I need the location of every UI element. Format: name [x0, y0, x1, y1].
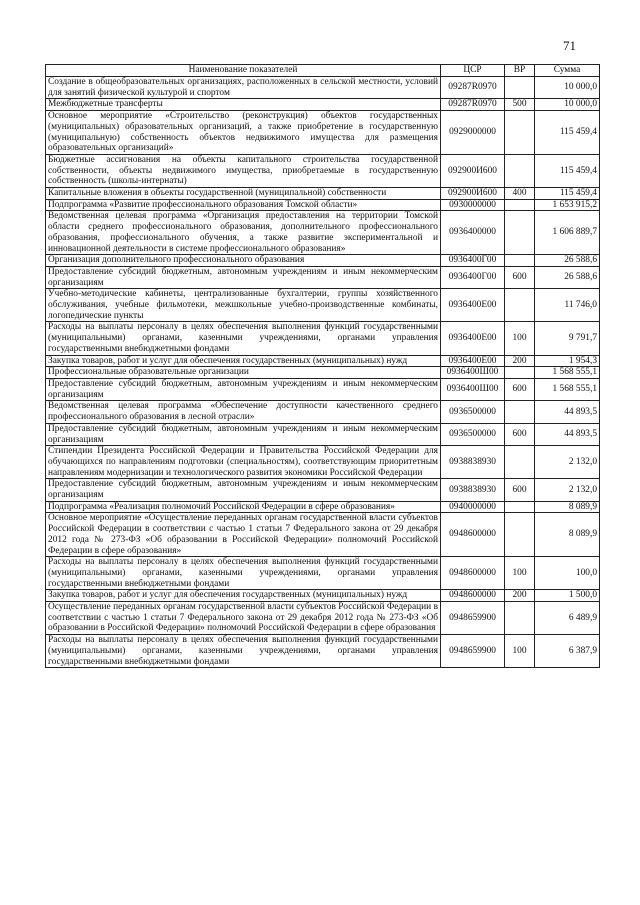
table-row [46, 99, 600, 111]
row-sum-cell: 10 000,0 [535, 99, 600, 111]
page-number: 71 [563, 38, 576, 53]
table-row [46, 322, 600, 355]
table-row [46, 255, 600, 267]
row-sum-cell: 6 489,9 [535, 602, 600, 635]
table-row [46, 501, 600, 513]
row-name-cell: Осуществление переданных органам государственной власти субъектов Российской Федерации в соответствии с частью 1 статьи 7 Федерального закона от 29 декабря 2012 года № 273-ФЗ «Об образовании в Российской Федерации» полномочий Российской Федерации в сфере образования [46, 602, 441, 635]
row-vr-cell [505, 289, 535, 322]
row-sum-cell: 8 089,9 [535, 513, 600, 557]
row-sum-cell: 115 459,4 [535, 111, 600, 155]
row-vr-cell: 100 [505, 635, 535, 668]
header-name: Наименование показателей [46, 65, 441, 77]
row-vr-cell: 600 [505, 266, 535, 288]
row-sum-cell: 6 387,9 [535, 635, 600, 668]
row-code-cell: 0938838930 [441, 479, 505, 501]
row-name-cell: Основное мероприятие «Осуществление переданных органам государственной власти субъектов Российской Федерации в соответствии с частью 1 статьи 7 Федерального закона от 29 декабря 2012 года № 273-ФЗ «Об образовании в Российской Федерации» полномочий Российской Федерации в сфере образования» [46, 513, 441, 557]
row-code-cell: 0936400Г00 [441, 255, 505, 267]
row-vr-cell: 400 [505, 188, 535, 200]
table-row [46, 423, 600, 445]
row-name-cell: Предоставление субсидий бюджетным, автономным учреждениям и иным некоммерческим организациям [46, 479, 441, 501]
row-vr-cell: 200 [505, 355, 535, 367]
row-code-cell: 0948600000 [441, 590, 505, 602]
row-name-cell: Закупка товаров, работ и услуг для обеспечения государственных (муниципальных) нужд [46, 355, 441, 367]
row-code-cell: 0930000000 [441, 199, 505, 211]
table-row [46, 199, 600, 211]
row-code-cell: 0936500000 [441, 401, 505, 423]
row-vr-cell [505, 154, 535, 187]
header-sum: Сумма [535, 65, 600, 77]
table-row [46, 479, 600, 501]
row-code-cell: 0936400Ш00 [441, 378, 505, 400]
row-code-cell: 0948600000 [441, 513, 505, 557]
row-name-cell: Предоставление субсидий бюджетным, автономным учреждениям и иным некоммерческим организациям [46, 266, 441, 288]
row-name-cell: Межбюджетные трансферты [46, 99, 441, 111]
row-sum-cell: 26 588,6 [535, 266, 600, 288]
row-vr-cell [505, 211, 535, 255]
table-row [46, 513, 600, 557]
table-row [46, 590, 600, 602]
row-name-cell: Подпрограмма «Реализация полномочий Российской Федерации в сфере образования» [46, 501, 441, 513]
row-vr-cell [505, 111, 535, 155]
row-sum-cell: 115 459,4 [535, 154, 600, 187]
row-code-cell: 09287R0970 [441, 77, 505, 99]
row-vr-cell [505, 401, 535, 423]
row-code-cell: 0948600000 [441, 557, 505, 590]
row-name-cell: Создание в общеобразовательных организациях, расположенных в сельской местности, условий для занятий физической культурой и спортом [46, 77, 441, 99]
row-name-cell: Ведомственная целевая программа «Организация предоставления на территории Томской области среднего профессионального образования, дополнительного профессионального образования, профессионального обучения, а также развитие экспериментальной и инновационной деятельности в системе профессионального образования» [46, 211, 441, 255]
table-row [46, 557, 600, 590]
row-name-cell: Подпрограмма «Развитие профессионального образования Томской области» [46, 199, 441, 211]
row-name-cell: Закупка товаров, работ и услуг для обеспечения государственных (муниципальных) нужд [46, 590, 441, 602]
row-code-cell: 09287R0970 [441, 99, 505, 111]
row-name-cell: Организация дополнительного профессионального образования [46, 255, 441, 267]
row-vr-cell [505, 501, 535, 513]
table-row [46, 266, 600, 288]
row-name-cell: Предоставление субсидий бюджетным, автономным учреждениям и иным некоммерческим организациям [46, 378, 441, 400]
table-row [46, 378, 600, 400]
budget-table [45, 64, 600, 668]
row-vr-cell: 600 [505, 479, 535, 501]
row-vr-cell [505, 513, 535, 557]
row-vr-cell: 200 [505, 590, 535, 602]
row-name-cell: Ведомственная целевая программа «Обеспечение доступности качественного среднего профессионального образования в лесной отрасли» [46, 401, 441, 423]
row-name-cell: Основное мероприятие «Строительство (реконструкция) объектов государственных (муниципальных) образовательных организаций, а также приобретение в государственную (муниципальную) собственность объектов недвижимого имущества для размещения образовательных организаций» [46, 111, 441, 155]
row-name-cell: Профессиональные образовательные организации [46, 367, 441, 379]
row-name-cell: Бюджетные ассигнования на объекты капитального строительства государственной собственности, объекты недвижимого имущества, приобретаемые в государственную собственность (школы-интернаты) [46, 154, 441, 187]
row-name-cell: Стипендии Президента Российской Федерации и Правительства Российской Федерации для обучающихся по направлениям подготовки (специальностям), соответствующим приоритетным направлениям модернизации и технологического развития экономики Российской Федерации [46, 446, 441, 479]
row-vr-cell [505, 255, 535, 267]
row-vr-cell: 100 [505, 557, 535, 590]
header-vr: ВР [505, 65, 535, 77]
row-vr-cell [505, 602, 535, 635]
row-sum-cell: 11 746,0 [535, 289, 600, 322]
table-row [46, 446, 600, 479]
row-code-cell: 0936400Г00 [441, 266, 505, 288]
row-code-cell: 0948659900 [441, 635, 505, 668]
row-sum-cell: 1 568 555,1 [535, 378, 600, 400]
row-vr-cell [505, 367, 535, 379]
row-sum-cell: 8 089,9 [535, 501, 600, 513]
row-sum-cell: 100,0 [535, 557, 600, 590]
row-code-cell: 0936400Е00 [441, 322, 505, 355]
row-code-cell: 0938838930 [441, 446, 505, 479]
row-sum-cell: 1 568 555,1 [535, 367, 600, 379]
row-code-cell: 0936400Ш00 [441, 367, 505, 379]
table-row [46, 635, 600, 668]
row-sum-cell: 1 500,0 [535, 590, 600, 602]
row-vr-cell: 600 [505, 378, 535, 400]
row-code-cell: 0936400000 [441, 211, 505, 255]
row-name-cell: Расходы на выплаты персоналу в целях обеспечения выполнения функций государственными (муниципальными) органами, казенными учреждениями, органами управления государственными внебюджетными фондами [46, 322, 441, 355]
row-code-cell: 0936400Е00 [441, 355, 505, 367]
table-row [46, 111, 600, 155]
row-name-cell: Расходы на выплаты персоналу в целях обеспечения выполнения функций государственными (муниципальными) органами, казенными учреждениями, органами управления государственными внебюджетными фондами [46, 557, 441, 590]
table-row [46, 401, 600, 423]
row-code-cell: 0948659900 [441, 602, 505, 635]
row-sum-cell: 2 132,0 [535, 479, 600, 501]
row-vr-cell [505, 77, 535, 99]
row-code-cell: 092900И600 [441, 188, 505, 200]
row-name-cell: Капитальные вложения в объекты государственной (муниципальной) собственности [46, 188, 441, 200]
table-row [46, 367, 600, 379]
row-name-cell: Предоставление субсидий бюджетным, автономным учреждениям и иным некоммерческим организациям [46, 423, 441, 445]
row-name-cell: Учебно-методические кабинеты, централизованные бухгалтерии, группы хозяйственного обслуживания, учебные фильмотеки, межшкольные учебно-производственные комбинаты, логопедические пункты [46, 289, 441, 322]
row-sum-cell: 44 893,5 [535, 423, 600, 445]
table-row [46, 602, 600, 635]
table-row [46, 355, 600, 367]
row-vr-cell: 500 [505, 99, 535, 111]
row-vr-cell [505, 446, 535, 479]
row-sum-cell: 9 791,7 [535, 322, 600, 355]
row-sum-cell: 2 132,0 [535, 446, 600, 479]
row-sum-cell: 10 000,0 [535, 77, 600, 99]
row-code-cell: 0936400Е00 [441, 289, 505, 322]
table-row [46, 211, 600, 255]
row-vr-cell [505, 199, 535, 211]
table-row [46, 154, 600, 187]
row-sum-cell: 44 893,5 [535, 401, 600, 423]
table-header-row [46, 65, 600, 77]
row-sum-cell: 26 588,6 [535, 255, 600, 267]
row-sum-cell: 115 459,4 [535, 188, 600, 200]
row-name-cell: Расходы на выплаты персоналу в целях обеспечения выполнения функций государственными (муниципальными) органами, казенными учреждениями, органами управления государственными внебюджетными фондами [46, 635, 441, 668]
row-code-cell: 092900И600 [441, 154, 505, 187]
row-sum-cell: 1 954,3 [535, 355, 600, 367]
table-row [46, 289, 600, 322]
row-sum-cell: 1 606 889,7 [535, 211, 600, 255]
table-body [46, 77, 600, 668]
header-code: ЦСР [441, 65, 505, 77]
table-row [46, 77, 600, 99]
row-code-cell: 0929000000 [441, 111, 505, 155]
row-vr-cell: 100 [505, 322, 535, 355]
row-vr-cell: 600 [505, 423, 535, 445]
row-code-cell: 0940000000 [441, 501, 505, 513]
table-row [46, 188, 600, 200]
row-code-cell: 0936500000 [441, 423, 505, 445]
row-sum-cell: 1 653 915,2 [535, 199, 600, 211]
